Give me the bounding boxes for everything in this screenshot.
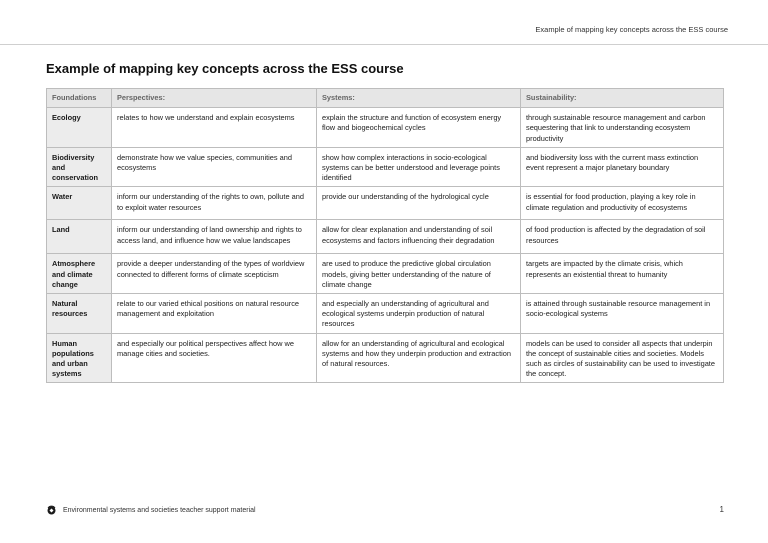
table-row (47, 254, 724, 294)
page-number: 1 (719, 505, 724, 514)
table-cell: is attained through sustainable resource management in socio-ecological systems (521, 294, 724, 334)
table-cell: targets are impacted by the climate crisis, which represents an existential threat to humanity (521, 254, 724, 294)
table-cell: is essential for food production, playing a key role in climate regulation and productivity of ecosystems (521, 187, 724, 220)
row-topic: Biodiversity and conservation (47, 147, 112, 187)
table-cell: allow for an understanding of agricultural and ecological systems and how they underpin production and extraction of natural resources. (317, 333, 521, 383)
ib-logo-icon (46, 505, 57, 515)
table-row (47, 187, 724, 220)
header-foundations: Foundations (47, 89, 112, 108)
table-cell: provide a deeper understanding of the types of worldview connected to different forms of climate scepticism (112, 254, 317, 294)
page-title: Example of mapping key concepts across the ESS course (46, 61, 404, 76)
table-header-row (47, 89, 724, 108)
row-topic: Atmosphere and climate change (47, 254, 112, 294)
header-sustainability: Sustainability: (521, 89, 724, 108)
footer (46, 505, 256, 515)
row-topic: Natural resources (47, 294, 112, 334)
footer-text: Environmental systems and societies teacher support material (63, 506, 256, 514)
table-cell: are used to produce the predictive global circulation models, giving better understanding of the nature of climate change (317, 254, 521, 294)
row-topic: Water (47, 187, 112, 220)
header-systems: Systems: (317, 89, 521, 108)
table-row (47, 294, 724, 334)
table-row (47, 147, 724, 187)
table-cell: and biodiversity loss with the current mass extinction event represent a major planetary boundary (521, 147, 724, 187)
table-cell: and especially an understanding of agricultural and ecological systems underpin production of natural resources (317, 294, 521, 334)
table-cell: inform our understanding of the rights to own, pollute and to exploit water resources (112, 187, 317, 220)
header-perspectives: Perspectives: (112, 89, 317, 108)
concepts-table (46, 88, 724, 383)
row-topic: Land (47, 220, 112, 254)
table-cell: provide our understanding of the hydrological cycle (317, 187, 521, 220)
table-cell: models can be used to consider all aspects that underpin the concept of sustainable cities and societies. Models such as circles of sustainability can be used to investigate the concept. (521, 333, 724, 383)
table-cell: and especially our political perspectives affect how we manage cities and societies. (112, 333, 317, 383)
table-cell: of food production is affected by the degradation of soil resources (521, 220, 724, 254)
table-cell: demonstrate how we value species, communities and ecosystems (112, 147, 317, 187)
running-head: Example of mapping key concepts across the ESS course (535, 25, 728, 34)
table-row (47, 333, 724, 383)
table-cell: relates to how we understand and explain ecosystems (112, 108, 317, 148)
table-row (47, 220, 724, 254)
table-cell: allow for clear explanation and understanding of soil ecosystems and factors influencing their degradation (317, 220, 521, 254)
table-row (47, 108, 724, 148)
row-topic: Human populations and urban systems (47, 333, 112, 383)
table-cell: relate to our varied ethical positions on natural resource management and exploitation (112, 294, 317, 334)
header-divider (0, 44, 768, 45)
table-cell: inform our understanding of land ownership and rights to access land, and influence how we value landscapes (112, 220, 317, 254)
row-topic: Ecology (47, 108, 112, 148)
table-cell: through sustainable resource management and carbon sequestering that link to understanding ecosystem productivity (521, 108, 724, 148)
table-cell: show how complex interactions in socio-ecological systems can be better understood and leverage points identified (317, 147, 521, 187)
table-cell: explain the structure and function of ecosystem energy flow and biogeochemical cycles (317, 108, 521, 148)
